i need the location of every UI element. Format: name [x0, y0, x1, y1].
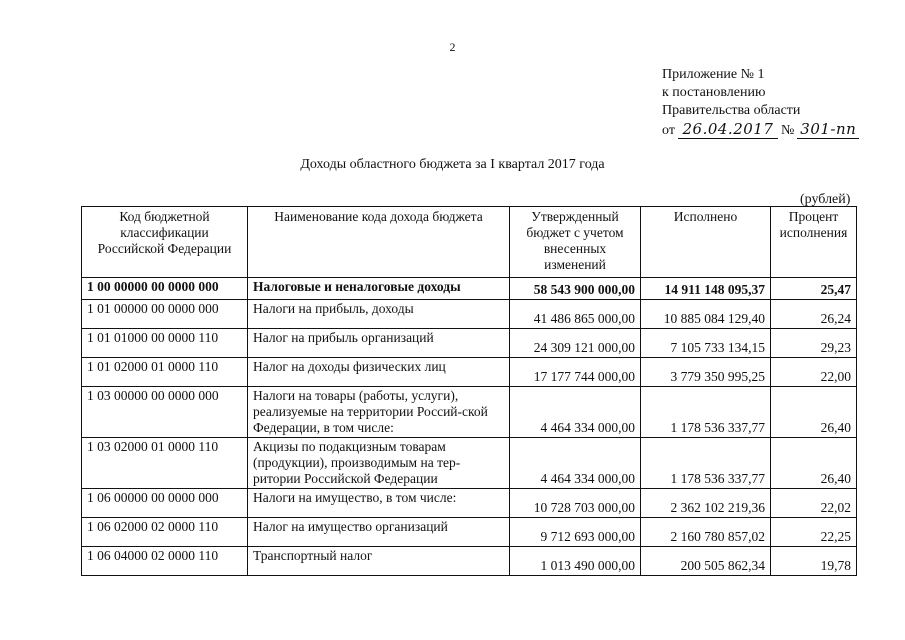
row-code: 1 00 00000 00 0000 000	[82, 278, 248, 300]
row-code: 1 06 02000 02 0000 110	[82, 518, 248, 547]
row-code: 1 03 00000 00 0000 000	[82, 387, 248, 438]
row-executed: 14 911 148 095,37	[641, 278, 771, 300]
table-row	[82, 547, 857, 576]
row-executed: 2 362 102 219,36	[641, 489, 771, 518]
appendix-number-label: №	[780, 123, 795, 138]
table-header-row	[82, 207, 857, 278]
row-percent: 19,78	[771, 547, 857, 576]
row-percent: 26,24	[771, 300, 857, 329]
appendix-number: 301-пп	[797, 120, 859, 139]
table-row	[82, 387, 857, 438]
table-row	[82, 329, 857, 358]
row-percent: 22,02	[771, 489, 857, 518]
table-row	[82, 489, 857, 518]
row-name: Налоги на прибыль, доходы	[248, 300, 510, 329]
appendix-date: 26.04.2017	[678, 120, 778, 139]
row-executed: 7 105 733 134,15	[641, 329, 771, 358]
row-name: Налоги на имущество, в том числе:	[248, 489, 510, 518]
row-executed: 10 885 084 129,40	[641, 300, 771, 329]
row-name: Налог на прибыль организаций	[248, 329, 510, 358]
row-name: Налог на доходы физических лиц	[248, 358, 510, 387]
row-approved: 24 309 121 000,00	[510, 329, 641, 358]
page-number: 2	[449, 40, 456, 54]
appendix-block	[662, 66, 859, 140]
row-percent: 22,25	[771, 518, 857, 547]
row-approved: 41 486 865 000,00	[510, 300, 641, 329]
appendix-line-2: к постановлению	[662, 85, 766, 100]
header-name: Наименование кода дохода бюджета	[248, 207, 510, 278]
row-code: 1 03 02000 01 0000 110	[82, 438, 248, 489]
row-executed: 1 178 536 337,77	[641, 387, 771, 438]
row-code: 1 06 04000 02 0000 110	[82, 547, 248, 576]
document-title: Доходы областного бюджета за I квартал 2017 года	[300, 157, 605, 172]
appendix-line-4	[662, 120, 859, 140]
table-row	[82, 278, 857, 300]
appendix-from-label: от	[662, 123, 675, 138]
row-approved: 1 013 490 000,00	[510, 547, 641, 576]
row-code: 1 06 00000 00 0000 000	[82, 489, 248, 518]
row-code: 1 01 02000 01 0000 110	[82, 358, 248, 387]
row-percent: 26,40	[771, 387, 857, 438]
row-approved: 4 464 334 000,00	[510, 438, 641, 489]
header-approved: Утвержденный бюджет с учетом внесенных изменений	[510, 207, 641, 278]
revenue-table	[81, 206, 857, 576]
row-executed: 2 160 780 857,02	[641, 518, 771, 547]
row-name: Налоги на товары (работы, услуги), реализуемые на территории Россий-ской Федерации, в том числе:	[248, 387, 510, 438]
row-approved: 4 464 334 000,00	[510, 387, 641, 438]
header-code: Код бюджетной классификации Российской Федерации	[82, 207, 248, 278]
row-code: 1 01 00000 00 0000 000	[82, 300, 248, 329]
row-approved: 9 712 693 000,00	[510, 518, 641, 547]
row-executed: 1 178 536 337,77	[641, 438, 771, 489]
units-label: (рублей)	[800, 192, 851, 207]
row-executed: 200 505 862,34	[641, 547, 771, 576]
header-executed: Исполнено	[641, 207, 771, 278]
appendix-line-3: Правительства области	[662, 103, 801, 118]
table-row	[82, 518, 857, 547]
row-percent: 26,40	[771, 438, 857, 489]
header-percent: Процент исполнения	[771, 207, 857, 278]
row-approved: 10 728 703 000,00	[510, 489, 641, 518]
row-percent: 29,23	[771, 329, 857, 358]
table-row	[82, 300, 857, 329]
table-row	[82, 358, 857, 387]
row-approved: 58 543 900 000,00	[510, 278, 641, 300]
table-row	[82, 438, 857, 489]
row-name: Налог на имущество организаций	[248, 518, 510, 547]
row-executed: 3 779 350 995,25	[641, 358, 771, 387]
row-approved: 17 177 744 000,00	[510, 358, 641, 387]
row-name: Транспортный налог	[248, 547, 510, 576]
row-percent: 22,00	[771, 358, 857, 387]
row-name: Налоговые и неналоговые доходы	[248, 278, 510, 300]
row-name: Акцизы по подакцизным товарам (продукции), производимым на тер-ритории Российской Федерации	[248, 438, 510, 489]
row-percent: 25,47	[771, 278, 857, 300]
row-code: 1 01 01000 00 0000 110	[82, 329, 248, 358]
appendix-line-1: Приложение № 1	[662, 67, 765, 82]
